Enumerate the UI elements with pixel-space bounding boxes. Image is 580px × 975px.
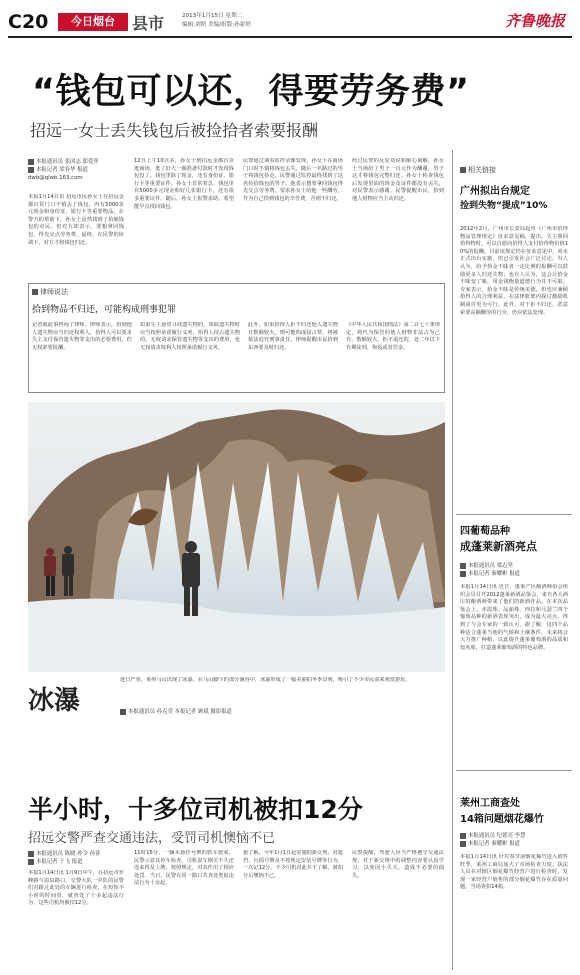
lawyer-title: 拾到物品不归还，可能构成刑事犯罪 [32, 305, 177, 315]
issue-editors [182, 21, 251, 30]
article2-col-3: 据了解，今年1月1日起实施的新交规，对遮挡、污损号牌及不按规定安装号牌等行为，一次记12分。不少司机对此并不了解，被扣分后懊恼不已。 [243, 850, 343, 879]
main-col-4: 经过民警的反复劝说和耐心调解，孙女士当场给了男子一百元作为酬谢，男子这才将钱包完整归还。孙女士检查钱包后发现里面的现金及证件都没有丢失，对民警表示感谢。民警提醒市民，拾到他人财物应当主动归还。 [352, 158, 444, 202]
byline-email: dwb@qlwb.163.com [28, 175, 83, 181]
fireworks-byline [460, 832, 525, 848]
article2-headline: 半小时，十多位司机被扣12分 [28, 795, 363, 824]
main-col-2: 12日上午10点多，孙女士到招远金都百货逛商场，逛了好大一圈准备付款时才发现钱包没了。钱包里除了现金，还有身份证、银行卡等重要证件，孙女士非常着急。钱包里有5000多元现金和好几张银行卡，还有很多重要证件。随后，孙女士报警求助，希望能早点找回钱包。 [134, 158, 234, 210]
byline-reporter-2: 本报记者 秦耀彬 报道 [460, 570, 520, 578]
wine-byline [460, 562, 520, 578]
main-byline [28, 158, 124, 182]
page-number: C20 [8, 11, 49, 33]
byline-reporter-1: 本报通讯员 陈晓 孙令 孙菁 [28, 850, 124, 858]
lawyer-col-4: 《中华人民共和国刑法》第二百七十条规定，将代为保管的他人财物非法占为己有，数额较大，拒不退还的，处二年以下有期徒刑、拘役或者罚金。 [346, 322, 440, 351]
column-divider [452, 150, 453, 970]
fireworks-title-2: 14箱问题烟花爆竹 [460, 814, 544, 825]
main-col-3: 民警通过调看监控录像发现，孙女士在商场门口时不慎将钱包丢失，随后一名路过的男子将钱包捡走。民警通过监控最终找到了这名捡拾钱包的男子，他表示想要拿回钱包得先交点劳务费，要求孙女士给他一些酬劳，作为自己拾到钱包的辛苦费，否则不归还。 [243, 158, 343, 202]
article2-byline [28, 850, 124, 866]
square-icon [28, 159, 34, 165]
header-rule [8, 36, 572, 38]
lawyer-label: 律师说法 [32, 288, 68, 296]
wine-title-2: 成蓬莱新酒亮点 [460, 540, 537, 553]
wine-title-1: 四葡萄品种 [460, 526, 510, 537]
fireworks-body: 本报1月14日讯 针对春节前烟花爆竹进入销售旺季，莱州工商局加大了市场检查力度。执法人员在对辖区烟花爆竹经营户进行检查时，发现一家经营户销售的部分烟花爆竹存在质量问题，当场查扣14箱。 [460, 854, 568, 891]
related-title-1: 广州拟出台规定 [460, 186, 530, 197]
photo-caption: 连日严寒，莱州马山出现了冰瀑。在马山脚下的部分溪谷中，冰瀑形成了一幅美丽的冬季景观，吸引了不少市民前来观赏游玩。 [120, 677, 411, 683]
lawyer-col-1: 记者就此事咨询了律师，律师表示，拾到他人遗失物应当归还权利人，拾得人可以要求失主支付保管遗失物等支出的必要费用，但无权索要报酬。 [32, 322, 132, 351]
article2-col-2: 11时15分，一辆未悬挂号牌的轿车驶来，民警示意其停车检查。司机说车刚买不久还没来得及上牌，按照规定，对其作出了相应处罚。当日，民警在同一路口共查处类似违法行为十余起。 [134, 850, 234, 887]
article2-col-4: 民警提醒，驾驶人应当严格遵守交通法规，对于新交规中的调整内容要认真学习，以免因小失大，造成不必要的损失。 [352, 850, 444, 879]
photo-credit: 本报通讯员 孙克堂 本报记者 顾斌 摄影报道 [120, 708, 232, 716]
square-icon [460, 571, 466, 577]
lawyer-col-3: 此外，如果拾得人拒不归还他人遗失物且数额较大，则可能构成侵占罪，将被依法追究刑事责任，律师提醒市民拾到东西要及时归还。 [248, 322, 338, 351]
related-body: 2012年2月，广州市公安局起草《广州市拾得物品管理规定》征求意见稿，提出，失主领回拾得物时，可以自愿向拾得人支付拾得物价值10%的报酬。目前该规定仍在征求意见中，尚未正式出台实施，但已引发社会广泛讨论。有人认为，给予拾金不昧者一定比例的报酬可以鼓励更多人归还失物；也有人认为，这会让拾金不昧变了味，用金钱衡量道德行为并不可取。专家表示，拾金不昧是传统美德，但也应兼顾拾得人的合理利益，在法律框架内探讨激励机制或许更为可行。此外，对于拒不归还、恶意索要高额酬劳的行为，仍应依法处理。 [460, 226, 568, 316]
main-subheadline: 招远一女士丢失钱包后被捡拾者索要报酬 [30, 121, 319, 140]
square-icon [120, 709, 126, 715]
gavel-icon [32, 289, 38, 295]
square-icon [460, 841, 466, 847]
main-col-1: 本报1月14日讯 招远市民孙女士在招远金都百货门口不慎丢了钱包，内有5000多元现金和身份证、银行卡等重要物品。在警方的帮助下，孙女士虽然找到了拾她钱包的市民，但对方却表示，要想拿回钱包，得先交点劳务费。最终，在民警的协调下，对方才将钱包归还。 [28, 194, 124, 246]
square-icon [28, 859, 34, 865]
article2-col-1: 本报1月14日讯 1月9日中午，在招远市罗峰路与温泉路口，交警大队一中队的民警们对路过此处的车辆进行检查，在短短半小时的时间里，就查处了十多起违法行为，这些司机均被扣12分。 [28, 870, 124, 907]
byline-reporter-2: 本报记者 梁春华 报道 [28, 166, 124, 174]
square-icon [28, 851, 34, 857]
side-divider [456, 514, 572, 515]
newspaper-logo: 齐鲁晚报 [505, 12, 566, 30]
designer: 美编/组版:孙霍婷 [208, 22, 251, 28]
square-icon [28, 167, 34, 173]
square-icon [460, 833, 466, 839]
ice-waterfall-photo [28, 402, 445, 672]
link-icon [460, 167, 466, 173]
byline-reporter-1: 本报通讯员 梁志坚 [460, 562, 520, 570]
issue-meta [182, 12, 251, 30]
related-label: 相关链接 [460, 166, 496, 174]
byline-reporter-1: 本报通讯员 张国志 郎爱萍 [28, 158, 124, 166]
byline-reporter-2: 本报记者 于飞 报道 [28, 858, 124, 866]
byline-reporter-1: 本报通讯员 纪德亮 李慧 [460, 832, 525, 840]
fireworks-title-1: 莱州工商查处 [460, 798, 520, 809]
lawyer-col-2: 如果失主悬赏寻找遗失物的，领取遗失物时应当按照承诺履行义务。拾得人侵占遗失物的，无权请求保管遗失物等支出的费用，也无权请求权利人按照承诺履行义务。 [140, 322, 240, 351]
wine-body: 本报1月14日讯 近日，蓬莱产区酿酒师协会组织会员召开2012蓬莱新酒品鉴会，来自各大酒庄的酿酒师带来了他们的新酒作品。在本次品鉴会上，赤霞珠、品丽珠、西拉和马瑟兰四个葡萄品种的新酒表现突出，成为最大亮点，得到了与会专家的一致认可。据了解，这四个品种适合蓬莱当地的气候和土壤条件，未来将会大力推广种植，以此提升蓬莱葡萄酒的品质和知名度，打造蓬莱葡萄酒的特色品牌。 [460, 584, 568, 651]
byline-reporter-2: 本报记者 秦耀彬 报道 [460, 840, 525, 848]
side-divider [456, 770, 572, 771]
article2-subheadline: 招远交警严查交通违法，受罚司机懊恼不已 [28, 831, 276, 846]
photo-title: 冰瀑 [28, 686, 81, 716]
section-title: 县市 [132, 14, 165, 33]
section-tag: 今日烟台 [58, 13, 128, 31]
editor: 编辑:刘斯 [182, 22, 207, 28]
square-icon [460, 563, 466, 569]
related-title-2: 捡到失物“提成”10% [460, 201, 548, 211]
main-headline: “钱包可以还，得要劳务费” [32, 72, 470, 112]
photo-illustration [28, 402, 445, 672]
issue-date: 2013年1月15日 星期二 [182, 13, 243, 19]
